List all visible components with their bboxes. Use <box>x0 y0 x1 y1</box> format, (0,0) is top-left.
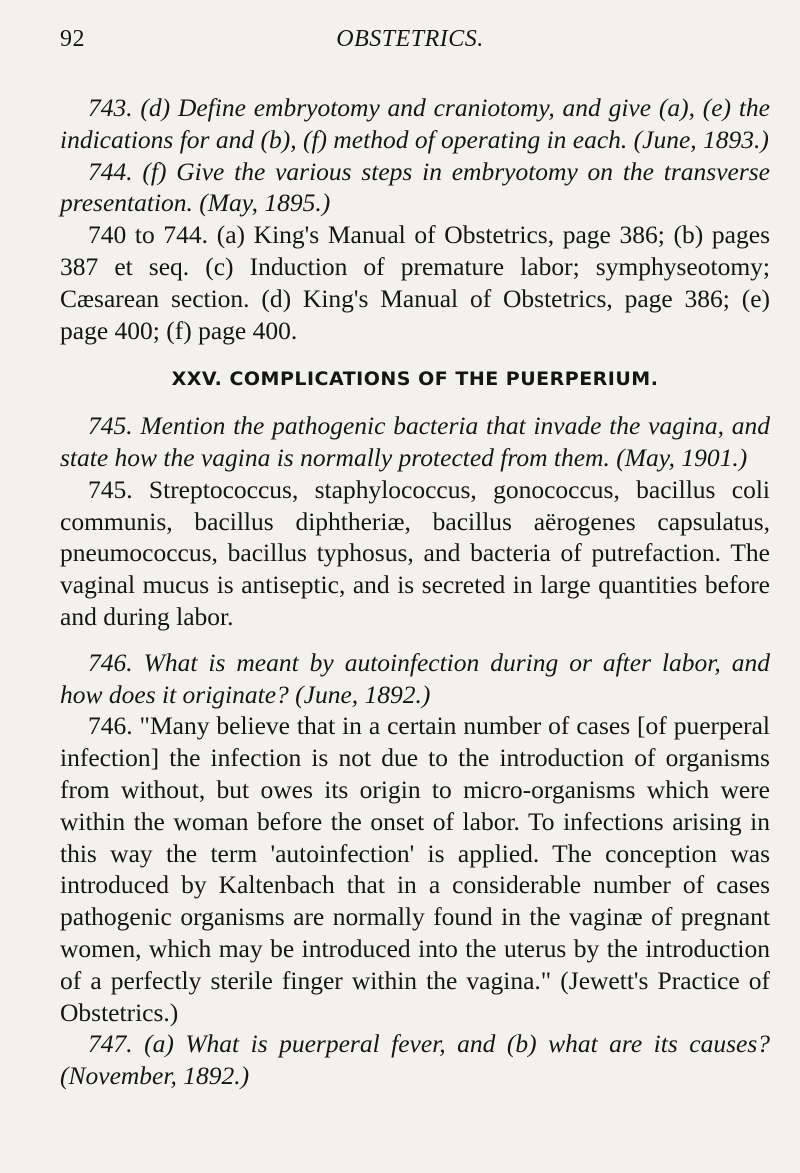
page-body <box>60 92 770 1092</box>
running-title: OBSTETRICS. <box>336 26 484 52</box>
answer-745: 745. Streptococcus, staphylococcus, gonococcus, bacillus coli communis, bacillus diphtheriæ, bacillus aërogenes capsulatus, pneumococcus, bacillus typhosus, and bacteria of putrefaction. The vaginal mucus is antiseptic, and is secreted in large quantities before and during labor. <box>60 474 770 631</box>
question-744: 744. (f) Give the various steps in embryotomy on the transverse presentation. (May, 1895.) <box>60 156 770 218</box>
section-heading: XXV. COMPLICATIONS OF THE PUERPERIUM. <box>171 368 659 391</box>
question-745: 745. Mention the pathogenic bacteria that invade the vagina, and state how the vagina is normally protected from them. (May, 1901.) <box>60 411 770 472</box>
question-743: 743. (d) Define embryotomy and craniotomy, and give (a), (e) the indications for and (b), (f) method of operating in each. (June, 1893.) <box>60 93 770 154</box>
page-number: 92 <box>60 26 85 52</box>
question-746: 746. What is meant by autoinfection during or after labor, and how does it originate? (June, 1892.) <box>60 647 770 709</box>
answer-746: 746. "Many believe that in a certain number of cases [of puerperal infection] the infection is not due to the introduction of organisms from without, but owes its origin to micro-organisms which were within the woman before the onset of labor. To infections arising in this way the term 'autoinfection' is applied. The conception was introduced by Kaltenbach that in a considerable number of cases pathogenic organisms are normally found in the vaginæ of pregnant women, which may be introduced into the uterus by the introduction of a perfectly sterile finger within the vagina." (Jewett's Practice of Obstetrics.) <box>60 711 770 1027</box>
question-747: 747. (a) What is puerperal fever, and (b) what are its causes? (November, 1892.) <box>60 1029 770 1091</box>
page-header <box>60 26 760 66</box>
answer-740-744: 740 to 744. (a) King's Manual of Obstetrics, page 386; (b) pages 387 et seq. (c) Induction of premature labor; symphyseotomy; Cæsarean section. (d) King's Manual of Obstetrics, page 386; (e) page 400; (f) page 400. <box>60 220 770 345</box>
